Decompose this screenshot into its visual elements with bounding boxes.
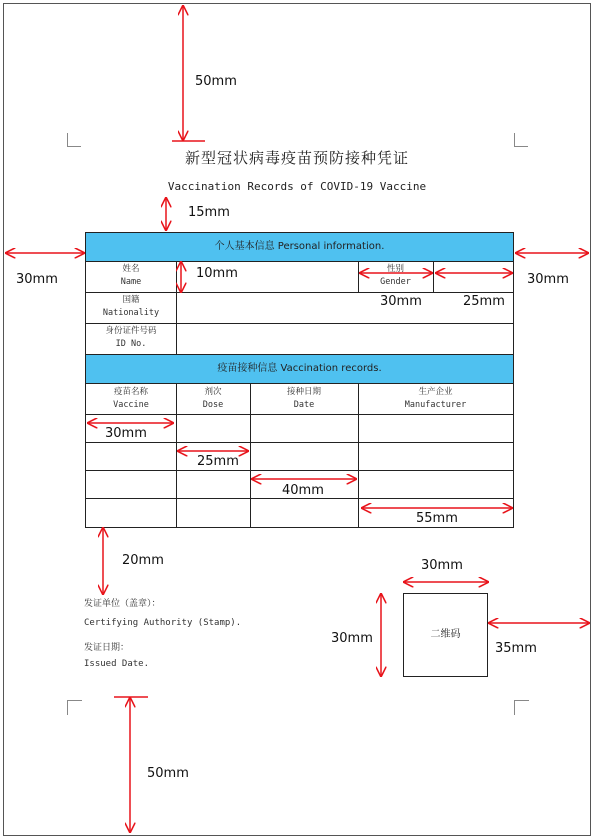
dim-label-vaccine-col: 30mm: [105, 426, 147, 441]
dim-label-name-height: 10mm: [196, 266, 238, 281]
dim-label-right-margin: 30mm: [527, 272, 569, 287]
title-chinese: 新型冠状病毒疫苗预防接种凭证: [184, 149, 409, 167]
title-english: Vaccination Records of COVID-19 Vaccine: [167, 180, 427, 193]
dim-label-footer-gap: 20mm: [122, 553, 164, 568]
dim-label-date-col: 40mm: [282, 483, 324, 498]
section-band-personal: 个人基本信息 Personal information.: [86, 233, 513, 262]
qr-code-box: 二维码: [403, 593, 488, 677]
dim-label-qr-height: 30mm: [331, 631, 373, 646]
authority-label-en: Certifying Authority (Stamp).: [84, 618, 242, 628]
dim-label-title-gap: 15mm: [188, 205, 230, 220]
issued-date-label-cn: 发证日期：: [84, 643, 130, 653]
header-date: 接种日期 Date: [286, 387, 321, 410]
dim-label-qr-right: 35mm: [495, 641, 537, 656]
label-nationality: 国籍 Nationality: [102, 295, 160, 318]
label-id: 身份证件号码 ID No.: [105, 326, 157, 349]
label-name: 姓名 Name: [120, 264, 142, 287]
issued-date-label-en: Issued Date.: [84, 659, 150, 669]
header-manufacturer: 生产企业 Manufacturer: [404, 387, 467, 410]
header-vaccine: 疫苗名称 Vaccine: [113, 387, 149, 410]
dim-label-gender-label: 30mm: [380, 294, 422, 309]
dim-label-qr-width: 30mm: [421, 558, 463, 573]
header-dose: 剂次 Dose: [202, 387, 224, 410]
dim-label-gender-value: 25mm: [463, 294, 505, 309]
dim-label-top-margin: 50mm: [195, 74, 237, 89]
section-band-vaccination: 疫苗接种信息 Vaccination records.: [86, 354, 513, 384]
dim-label-bottom-margin: 50mm: [147, 766, 189, 781]
dim-label-left-margin: 30mm: [16, 272, 58, 287]
authority-label-cn: 发证单位（盖章）：: [84, 599, 161, 609]
dim-label-dose-col: 25mm: [197, 454, 239, 469]
label-gender: 性别 Gender: [380, 264, 411, 287]
dim-label-manufacturer-col: 55mm: [416, 511, 458, 526]
